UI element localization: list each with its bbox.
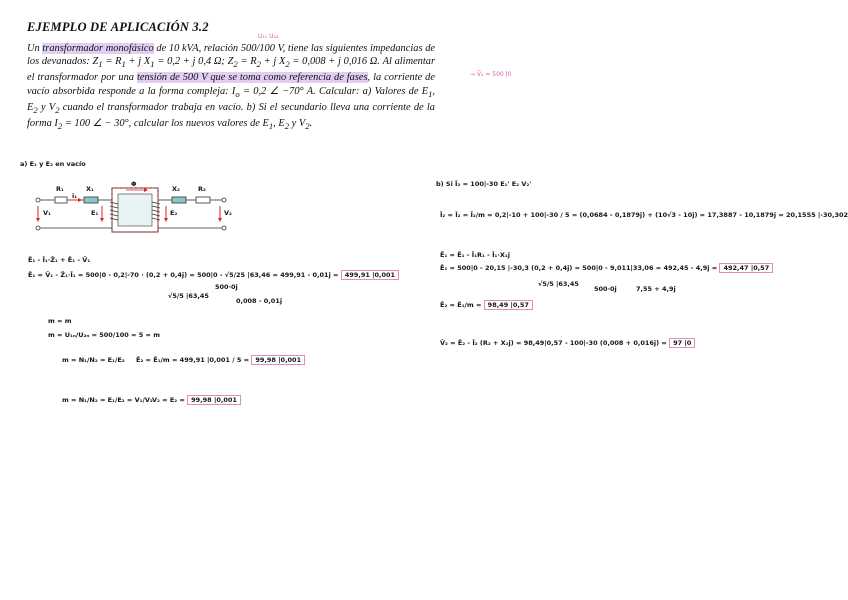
problem-statement: Un transformador monofásico de 10 kVA, relación 500/100 V, tiene las siguientes impedancias de los devanados: $Z_1 = R_1 + j$ $X_1 = 0,2 + j$ 0,4 Ω; $Z_2 = R_2 + j$ $X_2 = 0,008 + j$ 0,016 Ω. Al alimentar el transformador por una tensión de 500 V que se toma como referencia de fases, la corriente de vacío absorbida responde a la forma compleja: $I_o = 0,2$ ∠ −70° A. Calcular: a) Valores de $E_1$, $E_2$ y $V_2$ cuando el transformador trabaja en vacío. b) Si el secundario lleva una corriente de la forma $I_2 = 100$ ∠ − 30°, calcular los nuevos valores de $E_1$, $E_2$ y $V_2$. bbox=[27, 43, 436, 132]
eq-i2: Ī₂ = Ī₂ = Ī₂/m = 0,2|-10 + 100|-30 / 5 = (0,0684 - 0,1879j) + (10√3 - 10j) = 17,3887 - 10,1879j = 20,1555 |-30,302 bbox=[440, 211, 848, 219]
eq-fraction: √5/5 |63,45 bbox=[168, 292, 209, 300]
exercise-title: EJEMPLO DE APLICACIÓN 3.2 bbox=[27, 20, 209, 34]
eq-note-1: 500·0j bbox=[215, 283, 238, 291]
result-v2-a: 99,98 |0,001 bbox=[187, 395, 241, 405]
highlight-voltage: tensión de 500 V que se toma como referencia de fases bbox=[136, 72, 368, 84]
part-a-label: a) E₁ y E₂ en vacío bbox=[20, 160, 86, 168]
eq-m-turns-2: m = N₁/N₂ = E₁/E₂ = V₁/V₂ bbox=[62, 396, 153, 404]
result-v2-b: 97 |0 bbox=[669, 338, 695, 348]
eq-kirchhoff: Ē₁ - Ī₁·Z̄₁ + Ē₁ - V̄₁ bbox=[28, 256, 91, 264]
eq-b-fraction: √5/5 |63,45 bbox=[538, 280, 579, 288]
label-r1: R₁ bbox=[56, 185, 64, 193]
label-v2: V₂ bbox=[224, 209, 232, 217]
label-x1: X₁ bbox=[86, 185, 94, 193]
eq-v2-b: V̄₂ = Ē₂ - Ī₂ (R₂ + X₂j) = 98,49|0,57 - 100|-30 (0,008 + 0,016j) = 97 |0 bbox=[440, 339, 695, 347]
label-x2: X₂ bbox=[172, 185, 180, 193]
handwritten-annotation-top: U₁₁ U₂₂ bbox=[258, 33, 279, 40]
result-e1-b: 492,47 |0,57 bbox=[719, 263, 773, 273]
result-e2-b: 98,49 |0,57 bbox=[484, 300, 533, 310]
eq-m-turns: m = N₁/N₂ = E₁/E₂ bbox=[62, 356, 125, 364]
handwritten-annotation-side: → V̄₁ = 500 |0 bbox=[470, 71, 512, 78]
highlight-transformer: transformador monofásico bbox=[42, 43, 154, 54]
result-e1-a: 499,91 |0,001 bbox=[341, 270, 399, 280]
eq-b-note-2: 7,55 + 4,9j bbox=[636, 285, 676, 293]
eq-e2-b: Ē₂ = Ē₁/m = 98,49 |0,57 bbox=[440, 301, 533, 309]
label-i1: i₁ bbox=[72, 192, 78, 200]
eq-e1-calc: Ē₁ = V̄₁ - Z̄₁·Ī₁ = 500|0 - 0,2|-70 · (0,2 + 0,4j) = 500|0 - √5/25 |63,46 = 499,91 - 0,01j = 499,91 |0,001 bbox=[28, 271, 399, 279]
result-e2-a: 99,98 |0,001 bbox=[251, 355, 305, 365]
label-r2: R₂ bbox=[198, 185, 206, 193]
label-e1: E₁ bbox=[91, 209, 99, 217]
eq-b-note-1: 500·0j bbox=[594, 285, 617, 293]
label-flux: Φ bbox=[131, 180, 137, 188]
part-b-label: b) Si Ī₂ = 100|-30 E₁' E₂ V₂' bbox=[436, 180, 532, 188]
eq-m-def: m = m bbox=[48, 317, 72, 325]
eq-v2: V₂ = E₂ = 99,98 |0,001 bbox=[152, 396, 241, 404]
eq-note-2: 0,008 - 0,01j bbox=[236, 297, 283, 305]
label-v1: V₁ bbox=[43, 209, 51, 217]
eq-e2-calc: Ē₂ = Ē₁/m = 499,91 |0,001 / 5 = 99,98 |0,001 bbox=[136, 356, 305, 364]
label-e2: E₂ bbox=[170, 209, 178, 217]
eq-m-ratio: m = U₁ₙ/U₂ₙ = 500/100 = 5 = m bbox=[48, 331, 161, 339]
eq-e1-b-def: Ē₁ = Ē₁ - Ī₁R₁ - Ī₁·X₁j bbox=[440, 251, 510, 259]
eq-e1-b-calc: Ē₁ = 500|0 - 20,15 |-30,3 (0,2 + 0,4j) = 500|0 - 9,011|33,06 = 492,45 - 4,9j = 492,47 |0,57 bbox=[440, 264, 773, 272]
